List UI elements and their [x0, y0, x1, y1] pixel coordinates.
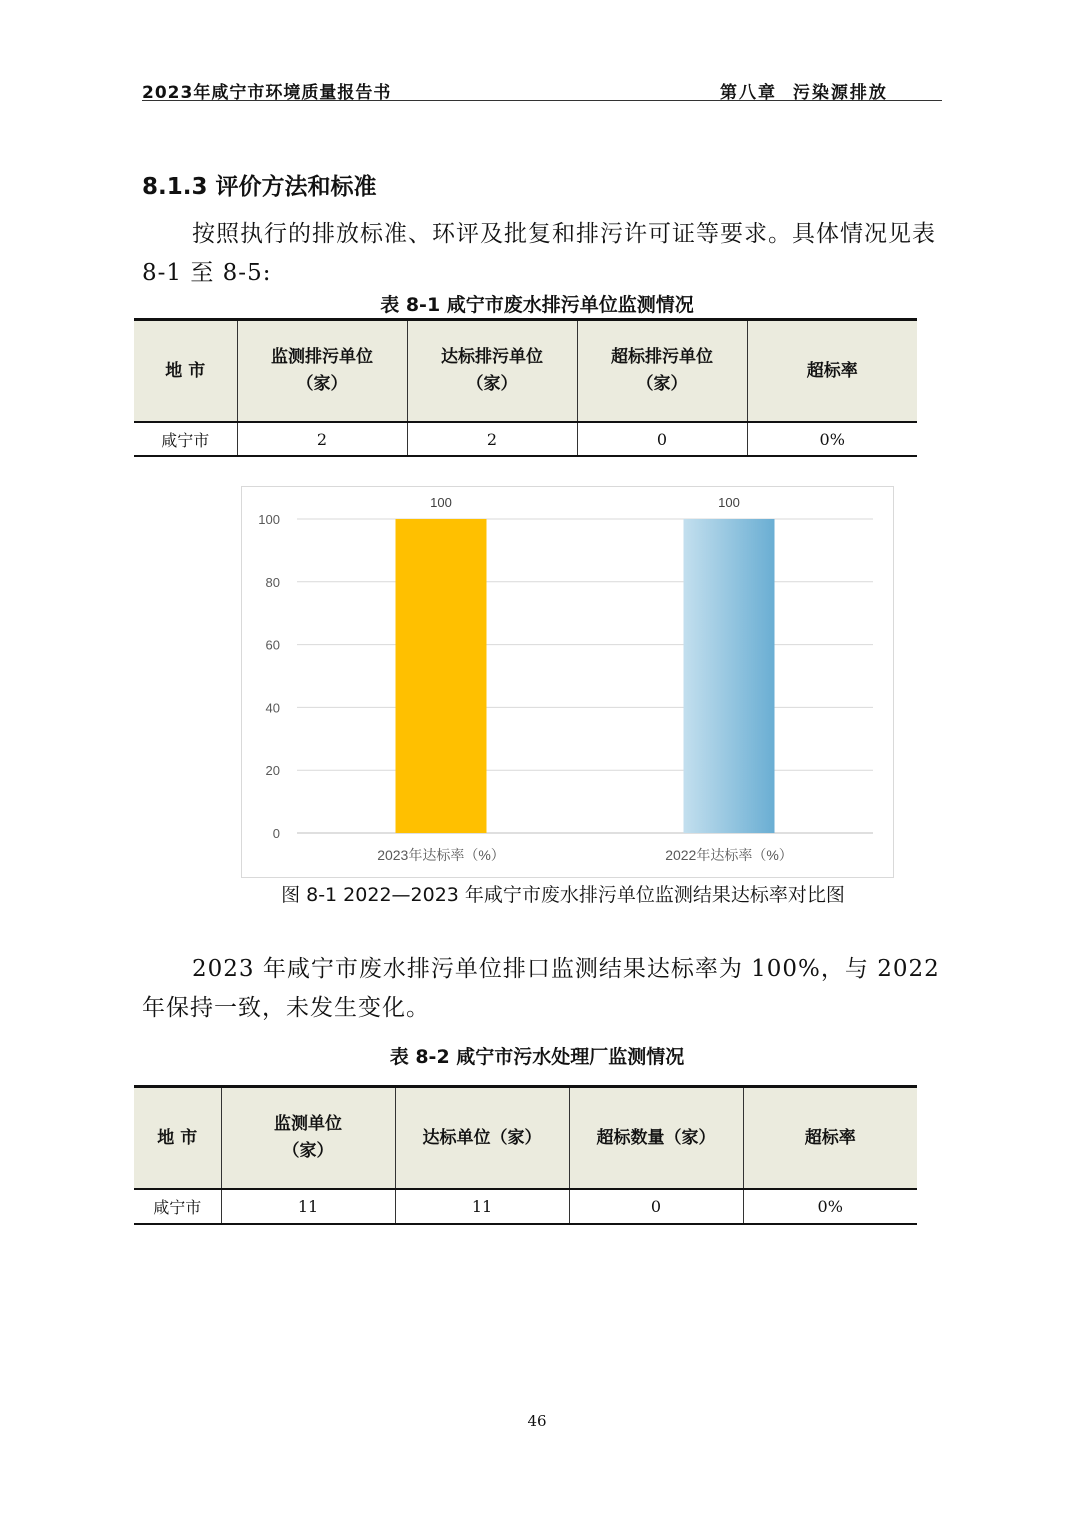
header-exceeding-units: 超标排污单位 （家）: [577, 320, 747, 423]
table-row: [134, 422, 917, 456]
page-number: 46: [527, 1412, 547, 1430]
cell-rate: 0%: [747, 422, 917, 456]
header-compliant-units: 达标排污单位 （家）: [407, 320, 577, 423]
header-divider: [142, 100, 942, 101]
header-exceeding-count: 超标数量（家）: [569, 1087, 743, 1190]
sewage-plant-table: [134, 1085, 917, 1225]
cell-exceeding: 0: [569, 1189, 743, 1224]
y-tick-label: 60: [265, 637, 280, 653]
wastewater-units-table: [134, 318, 917, 457]
cell-monitored: 2: [237, 422, 407, 456]
compliance-bar-chart: [241, 486, 894, 878]
cell-compliant: 11: [395, 1189, 569, 1224]
section-heading: 8.1.3 评价方法和标准: [142, 174, 377, 200]
header-monitored-units: 监测排污单位 （家）: [237, 320, 407, 423]
data-label: 100: [430, 495, 452, 510]
figure-caption: 图 8-1 2022—2023 年咸宁市废水排污单位监测结果达标率对比图: [281, 884, 845, 906]
y-tick-label: 80: [265, 574, 280, 590]
cell-city: 咸宁市: [134, 422, 237, 456]
table1-caption: 表 8-1 咸宁市废水排污单位监测情况: [380, 294, 694, 316]
result-paragraph: 2023 年咸宁市废水排污单位排口监测结果达标率为 100%，与 2022 年保持一致，未发生变化。: [142, 956, 940, 1021]
x-tick-label: 2023年达标率（%）: [377, 847, 505, 863]
cell-compliant: 2: [407, 422, 577, 456]
table-header-row: [134, 320, 917, 423]
cell-rate: 0%: [743, 1189, 917, 1224]
y-tick-label: 40: [265, 700, 280, 716]
data-label: 100: [718, 495, 740, 510]
header-city: 地 市: [134, 1087, 221, 1190]
header-city: 地 市: [134, 320, 237, 423]
cell-exceeding: 0: [577, 422, 747, 456]
x-tick-label: 2022年达标率（%）: [665, 847, 793, 863]
y-tick-label: 100: [258, 512, 280, 527]
table-row: [134, 1189, 917, 1224]
chart-canvas: [242, 487, 893, 877]
intro-paragraph: 按照执行的排放标准、环评及批复和排污许可证等要求。具体情况见表 8-1 至 8-5:: [142, 221, 936, 286]
table2-caption: 表 8-2 咸宁市污水处理厂监测情况: [389, 1046, 685, 1068]
cell-city: 咸宁市: [134, 1189, 221, 1224]
header-report-title: 2023年咸宁市环境质量报告书: [142, 83, 392, 103]
y-tick-label: 0: [272, 826, 280, 841]
bar: [396, 519, 487, 833]
header-exceed-rate: 超标率: [743, 1087, 917, 1190]
cell-monitored: 11: [221, 1189, 395, 1224]
header-monitored-units: 监测单位 （家）: [221, 1087, 395, 1190]
table-header-row: [134, 1087, 917, 1190]
bar: [684, 519, 775, 833]
header-exceed-rate: 超标率: [747, 320, 917, 423]
y-tick-label: 20: [265, 763, 280, 779]
header-compliant-units: 达标单位（家）: [395, 1087, 569, 1190]
header-chapter-title: 第八章 污染源排放: [720, 83, 888, 103]
